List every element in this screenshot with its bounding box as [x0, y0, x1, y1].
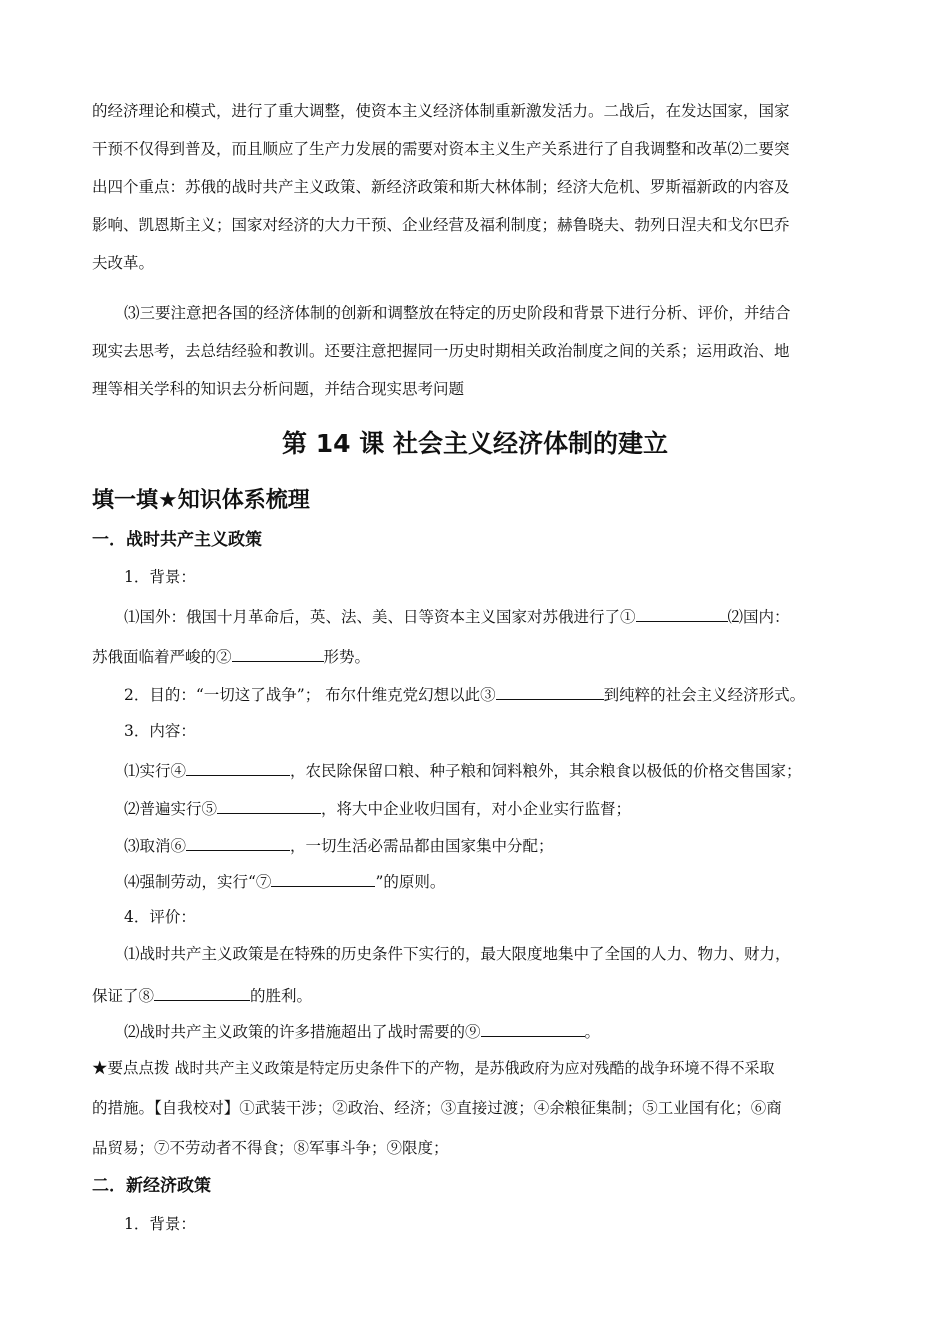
- intro-line-1: 的经济理论和模式，进行了重大调整，使资本主义经济体制重新激发活力。二战后，在发达国家，国家: [92, 102, 790, 120]
- part2-heading: 二．新经济政策: [92, 1176, 211, 1196]
- blank-8[interactable]: [154, 984, 250, 1001]
- background-item-1: ⑴国外：俄国十月革命后，英、法、美、日等资本主义国家对苏俄进行了① ⑵国内：: [124, 605, 858, 627]
- section-heading: 填一填★知识体系梳理: [92, 488, 310, 513]
- key-point-tip: ★要点点拨 战时共产主义政策是特定历史条件下的产物，是苏俄政府为应对残酷的战争环境不得不采取: [92, 1059, 775, 1077]
- intro-line-3: 出四个重点：苏俄的战时共产主义政策、新经济政策和斯大林体制；经济大危机、罗斯福新政的内容及: [92, 178, 790, 196]
- goal-line: 2．目的：“一切这了战争”； 布尔什维克党幻想以此③ 到纯粹的社会主义经济形式。: [124, 683, 858, 705]
- evaluation-item-2: ⑵战时共产主义政策的许多措施超出了战时需要的⑨ 。: [124, 1020, 858, 1042]
- intro-line-4: 影响、凯恩斯主义；国家对经济的大力干预、企业经营及福利制度；赫鲁晓夫、勃列日涅夫和戈尔巴乔: [92, 216, 790, 234]
- lesson-title: 第 14 课 社会主义经济体制的建立: [282, 429, 668, 458]
- intro-line-7: 现实去思考，去总结经验和教训。还要注意把握同一历史时期相关政治制度之间的关系；运用政治、地: [92, 342, 790, 360]
- part2-background-label: 1．背景：: [124, 1215, 196, 1233]
- blank-4[interactable]: [186, 759, 290, 776]
- background-label: 1．背景：: [124, 568, 196, 586]
- content-label: 3．内容：: [124, 722, 196, 740]
- intro-line-6: ⑶三要注意把各国的经济体制的创新和调整放在特定的历史阶段和背景下进行分析、评价，并结合: [124, 304, 791, 322]
- evaluation-label: 4．评价：: [124, 908, 196, 926]
- blank-7[interactable]: [271, 870, 375, 887]
- content-item-3: ⑶取消⑥ ，一切生活必需品都由国家集中分配；: [124, 834, 858, 856]
- blank-6[interactable]: [186, 834, 290, 851]
- content-item-1: ⑴实行④ ，农民除保留口粮、种子粮和饲料粮外，其余粮食以极低的价格交售国家；: [124, 759, 858, 781]
- intro-line-5: 夫改革。: [92, 254, 155, 272]
- answer-key-line-2: 品贸易；⑦不劳动者不得食；⑧军事斗争；⑨限度；: [92, 1139, 449, 1157]
- intro-line-8: 理等相关学科的知识去分析问题，并结合现实思考问题: [92, 380, 465, 398]
- intro-line-2: 干预不仅得到普及，而且顺应了生产力发展的需要对资本主义生产关系进行了自我调整和改革⑵二要突: [92, 140, 790, 158]
- blank-2[interactable]: [232, 645, 324, 662]
- background-item-2: 苏俄面临着严峻的② 形势。: [92, 645, 858, 667]
- blank-1[interactable]: [636, 605, 728, 622]
- key-point-label: ★要点点拨: [92, 1059, 175, 1077]
- evaluation-item-1: ⑴战时共产主义政策是在特殊的历史条件下实行的，最大限度地集中了全国的人力、物力、财力，: [124, 945, 791, 963]
- content-item-2: ⑵普遍实行⑤ ，将大中企业收归国有，对小企业实行监督；: [124, 797, 858, 819]
- blank-3[interactable]: [496, 683, 604, 700]
- blank-9[interactable]: [481, 1020, 585, 1037]
- blank-5[interactable]: [217, 797, 321, 814]
- part1-heading: 一．战时共产主义政策: [92, 530, 262, 550]
- content-item-4: ⑷强制劳动，实行“⑦ ”的原则。: [124, 870, 858, 892]
- evaluation-item-1-cont: 保证了⑧ 的胜利。: [92, 984, 858, 1006]
- answer-key-line-1: 的措施。【自我校对】①武装干涉；②政治、经济；③直接过渡；④余粮征集制；⑤工业国有化；⑥商: [92, 1099, 782, 1117]
